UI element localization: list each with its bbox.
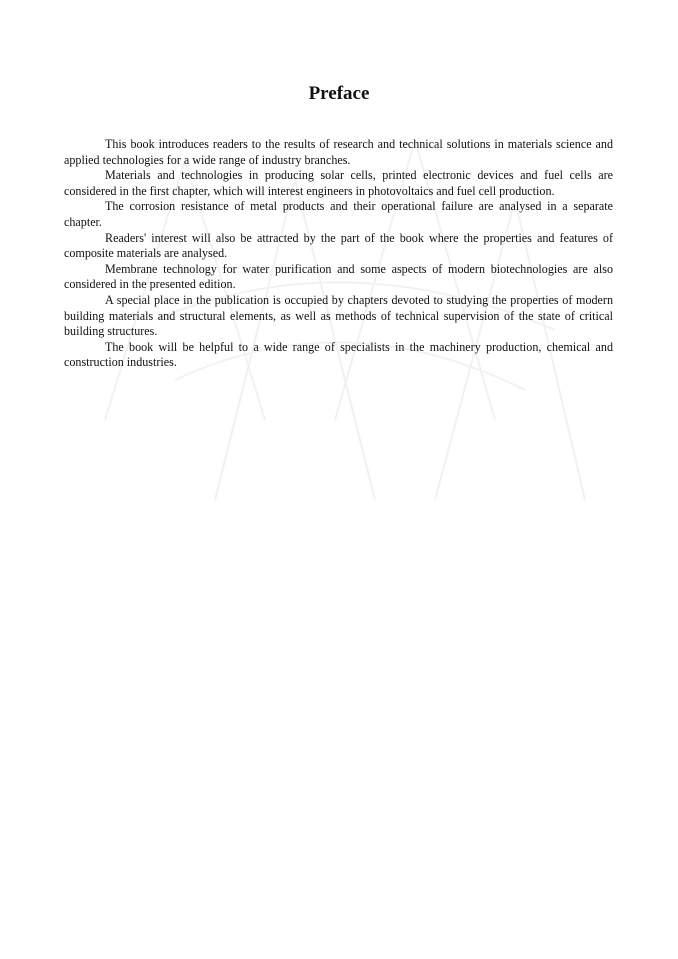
paragraph-4: Readers' interest will also be attracted by the part of the book where the properties and features of composite materials are analysed. (64, 230, 613, 261)
paragraph-1: This book introduces readers to the results of research and technical solutions in materials science and applied technologies for a wide range of industry branches. (64, 137, 613, 167)
paragraph-6: A special place in the publication is occupied by chapters devoted to studying the properties of modern building materials and structural elements, as well as methods of technical supervision of the state of critical building structures. (64, 292, 613, 339)
paragraph-3: The corrosion resistance of metal products and their operational failure are analysed in a separate chapter. (64, 199, 613, 229)
page-title: Preface (308, 83, 370, 104)
paragraph-5: Membrane technology for water purification and some aspects of modern biotechnologies are also considered in the presented edition. (64, 261, 613, 292)
paragraph-7: The book will be helpful to a wide range of specialists in the machinery production, chemical and construction industries. (64, 339, 613, 370)
preface-body (64, 137, 613, 371)
paragraph-2: Materials and technologies in producing solar cells, printed electronic devices and fuel cells are considered in the first chapter, which will interest engineers in photovoltaics and fuel cell production. (64, 168, 613, 198)
